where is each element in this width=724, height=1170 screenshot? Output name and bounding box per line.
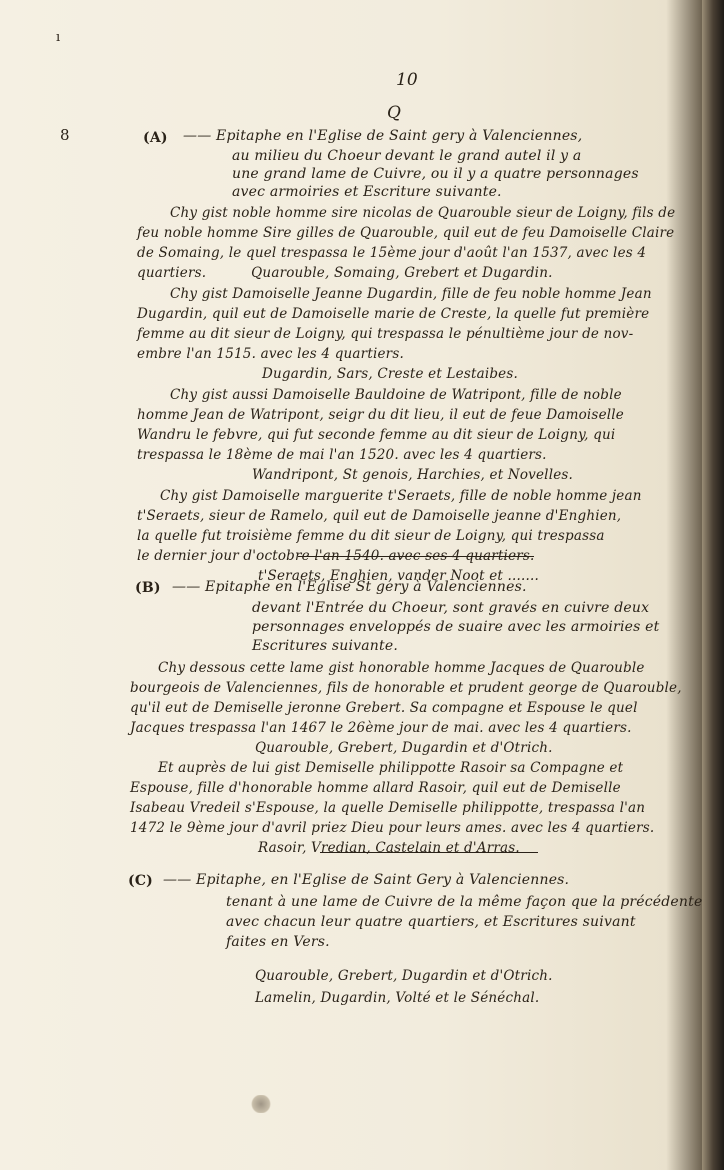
section-a-heading-line: avec armoiries et Escriture suivante. [232,184,502,200]
section-a-text-line: Chy gist aussi Damoiselle Bauldoine de Watripont, fille de noble [170,387,622,403]
section-divider [320,852,538,853]
section-a-quarters: t'Seraets, Enghien, vander Noot et ....... [258,568,539,584]
section-a-text-line: t'Seraets, sieur de Ramelo, quil eut de Damoiselle jeanne d'Enghien, [137,508,622,524]
section-c-quarters: Quarouble, Grebert, Dugardin et d'Otrich. [255,968,553,984]
section-b-marker: (B) [135,580,161,596]
section-c-quarters: Lamelin, Dugardin, Volté et le Sénéchal. [255,990,540,1006]
corner-mark: ı [56,30,61,45]
book-binding [702,0,724,1170]
section-b-text-line: qu'il eut de Demiselle jeronne Grebert. Sa compagne et Espouse le quel [130,700,638,716]
section-a-text-line: la quelle fut troisième femme du dit sieur de Loigny, qui trespassa [137,528,605,544]
section-b-heading-line: personnages enveloppés de suaire avec les armoiries et [252,619,660,635]
section-a-text-line: femme au dit sieur de Loigny, qui trespassa le pénultième jour de nov- [137,326,634,342]
section-c-heading-line: tenant à une lame de Cuivre de la même façon que la précédente [226,894,703,910]
section-c-heading-line: avec chacun leur quatre quartiers, et Escritures suivant [226,914,636,930]
section-a-text-line: quartiers. Quarouble, Somaing, Grebert et Dugardin. [137,265,553,281]
section-b-quarters: Quarouble, Grebert, Dugardin et d'Otrich. [255,740,553,756]
section-a-heading-line: au milieu du Choeur devant le grand autel il y a [232,148,582,164]
section-a-text-line: Chy gist noble homme sire nicolas de Quarouble sieur de Loigny, fils de [170,205,676,221]
section-b-text-line: Jacques trespassa l'an 1467 le 26ème jour de mai. avec les 4 quartiers. [130,720,632,736]
section-b-heading-line: Escritures suivante. [252,638,398,654]
section-b-text-line: Isabeau Vredeil s'Espouse, la quelle Demiselle philippotte, trespassa l'an [130,800,646,816]
section-a-quarters: Dugardin, Sars, Creste et Lestaibes. [262,366,518,382]
section-a-text-line: le dernier jour d'octobre l'an 1540. avec ses 4 quartiers. [137,548,535,564]
section-a-heading-line: une grand lame de Cuivre, ou il y a quatre personnages [232,166,639,182]
section-a-marker: (A) [143,130,168,146]
section-b-quarters: Rasoir, Vredian, Castelain et d'Arras. [258,840,520,856]
section-a-text-line: Dugardin, quil eut de Damoiselle marie de Creste, la quelle fut première [137,306,650,322]
page-number: 10 [396,70,418,90]
section-c-marker: (C) [128,873,153,889]
margin-mark: 8 [60,126,70,144]
section-c-heading-line: —— Epitaphe, en l'Eglise de Saint Gery à Valenciennes. [163,872,570,888]
section-b-heading-line: —— Epitaphe en l'Eglise St gery à Valenciennes. [172,579,527,595]
section-a-text-line: trespassa le 18ème de mai l'an 1520. avec les 4 quartiers. [137,447,547,463]
section-b-text-line: Et auprès de lui gist Demiselle philippotte Rasoir sa Compagne et [158,760,624,776]
section-b-text-line: Espouse, fille d'honorable homme allard Rasoir, quil eut de Demiselle [130,780,621,796]
section-c-heading-line: faites en Vers. [226,934,330,950]
page-letter: Q [387,103,401,123]
section-a-heading-line: —— Epitaphe en l'Eglise de Saint gery à Valenciennes, [183,128,583,144]
ink-blot [250,1095,272,1113]
section-a-text-line: embre l'an 1515. avec les 4 quartiers. [137,346,404,362]
section-divider [298,556,534,557]
section-a-text-line: Chy gist Damoiselle marguerite t'Seraets, fille de noble homme jean [160,488,642,504]
section-b-text-line: 1472 le 9ème jour d'avril priez Dieu pour leurs ames. avec les 4 quartiers. [130,820,655,836]
section-a-text-line: feu noble homme Sire gilles de Quarouble, quil eut de feu Damoiselle Claire [137,225,675,241]
section-a-text-line: Chy gist Damoiselle Jeanne Dugardin, fille de feu noble homme Jean [170,286,652,302]
section-b-heading-line: devant l'Entrée du Choeur, sont gravés en cuivre deux [252,600,650,616]
section-a-quarters: Wandripont, St genois, Harchies, et Novelles. [252,467,574,483]
section-a-text-line: homme Jean de Watripont, seigr du dit lieu, il eut de feue Damoiselle [137,407,624,423]
section-b-text-line: Chy dessous cette lame gist honorable homme Jacques de Quarouble [158,660,645,676]
section-b-text-line: bourgeois de Valenciennes, fils de honorable et prudent george de Quarouble, [130,680,682,696]
section-a-text-line: de Somaing, le quel trespassa le 15ème jour d'août l'an 1537, avec les 4 [137,245,647,261]
section-a-text-line: Wandru le febvre, qui fut seconde femme au dit sieur de Loigny, qui [137,427,616,443]
